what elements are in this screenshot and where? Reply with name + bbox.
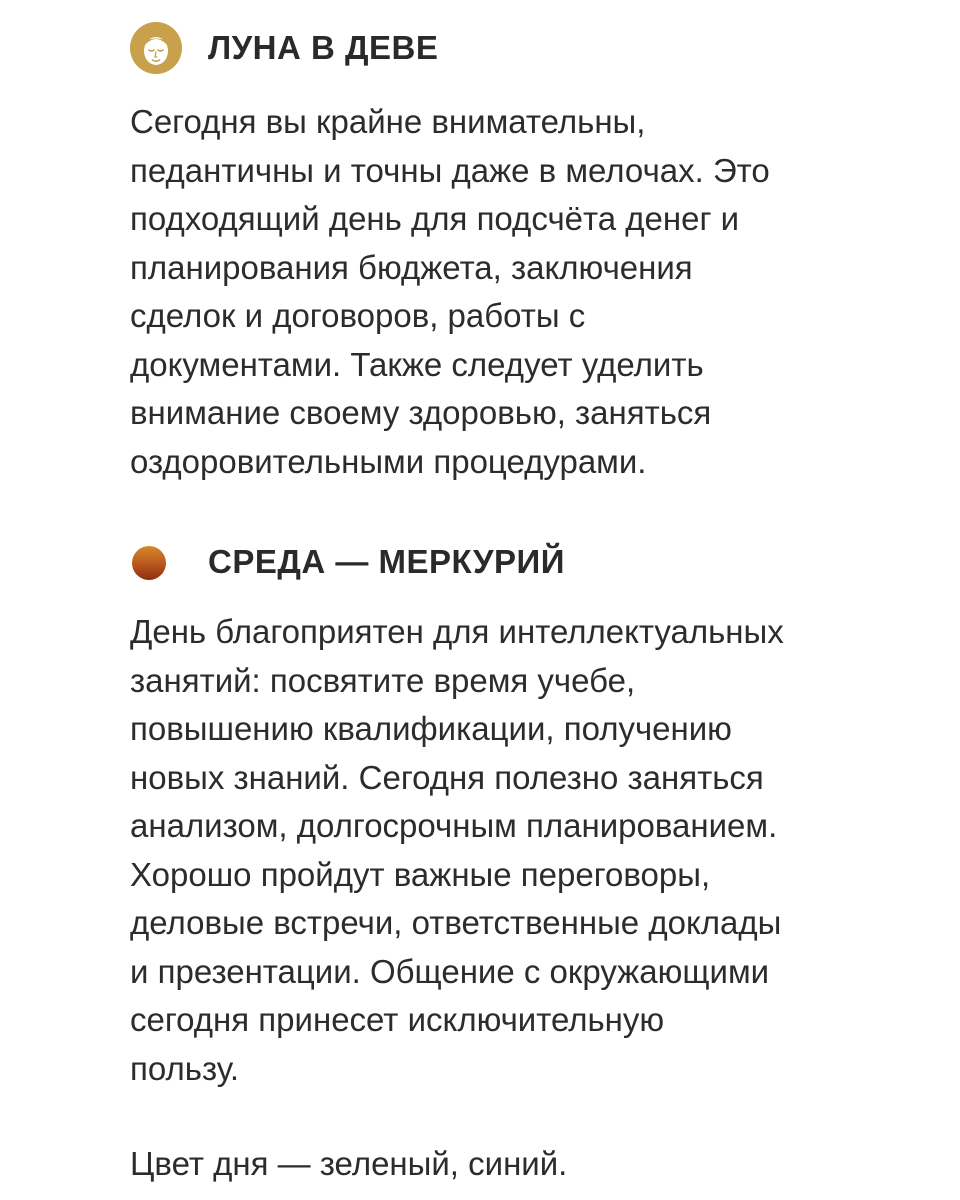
section-moon-in-virgo: [130, 22, 890, 480]
moon-face-icon: [130, 22, 182, 74]
section-heading: [130, 536, 890, 592]
section-wednesday-mercury: [130, 536, 890, 1087]
section-text: Сегодня вы крайне внимательны, педантичны и точны даже в мелочах. Это подходящий день для подсчёта денег и планирования бюджета, заключения сделок и договоров, работы с документами. Также следует уделить внимание своему здоровью, заняться оздоровительными процедурами.: [130, 103, 770, 480]
section-text: День благоприятен для интеллектуальных занятий: посвятите время учебе, повышению квалификации, получению новых знаний. Сегодня полезно заняться анализом, долгосрочным планированием. Хорошо пройдут важные переговоры, деловые встречи, ответственные доклады и презентации. Общение с окружающими сегодня принесет исключительную пользу.: [130, 613, 784, 1087]
mercury-planet-icon: [130, 536, 182, 588]
section-heading: [130, 22, 890, 78]
color-of-day: Цвет дня — зеленый, синий.: [130, 1145, 568, 1182]
section-title: ЛУНА В ДЕВЕ: [208, 29, 439, 66]
section-title: СРЕДА — МЕРКУРИЙ: [208, 543, 565, 580]
